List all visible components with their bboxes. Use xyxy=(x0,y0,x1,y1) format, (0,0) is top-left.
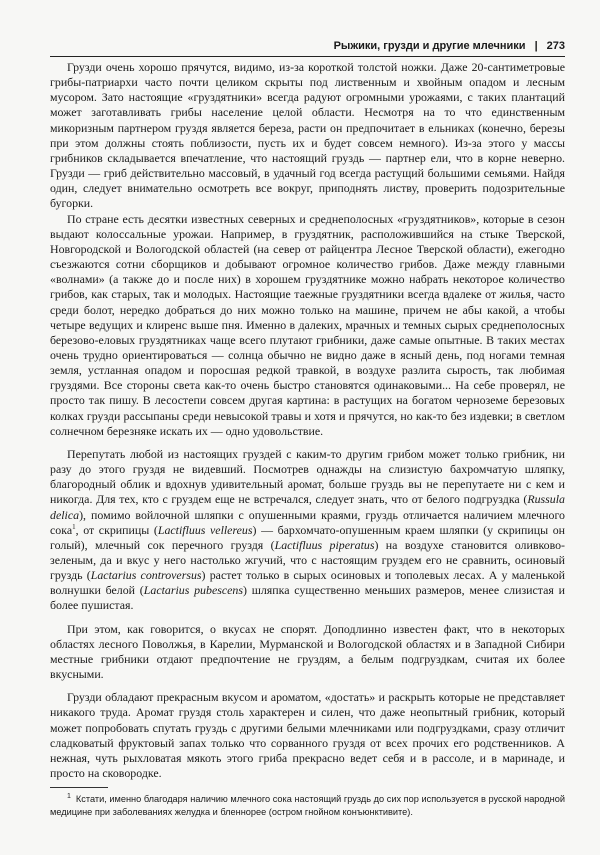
running-header xyxy=(50,32,565,57)
running-title: Рыжики, грузди и другие млечники xyxy=(333,40,526,52)
text-run: По стране есть десятки известных северных и среднеполосных «груздятников», которые в сезон выдают колоссальные урожаи. Например, в груздятник, расположившийся на стыке Тверской, Новгородской и Вологодской областей (на север от райцентра Лесное Тверской области), ежегодно съезжаются сотни сборщиков и добывают огромное количество грибов. Даже между главными «волнами» (а также до и после них) в хорошем груздятнике можно набрать некоторое количество грибов, как старых, так и молодых. Настоящие таежные груздятники всегда вдалеке от жилья, часто среди болот, нередко добраться до них можно только на машине, причем не абы какой, а чтобы четыре ведущих и клиренс выше пня. Именно в далеких, мрачных и темных сырых среднеполосных березово-еловых груздятниках чаще всего плутают грибники, даже самые опытные. В таких местах очень трудно ориентироваться — солнца обычно не видно даже в ясный день, под ногами темная земля, устланная опадом и поросшая редкой травкой, в воздухе разлита сырость, так любимая груздями. Все стороны света как-то очень быстро становятся одинаковыми... На себе проверял, не просто так пишу. В лесостепи совсем другая картина: в растущих на богатом черноземе березовых колках грузди рассыпаны среди невысокой травы и хотя и прячутся, но как-то без издевки; в светлом солнечном березняке искать их — одно удовольствие. xyxy=(50,211,565,438)
text-run: Грузди обладают прекрасным вкусом и ароматом, «достать» и раскрыть которые не представляет никакого труда. Аромат груздя столь характерен и силен, что даже неопытный грибник, который может попробовать спутать груздь с другими белыми млечниками или подгруздками, сразу отличит сладковатый фруктовый запах только что сорванного груздя от всех прочих его родственников. А нежная, чуть рыхловатая мякоть этого гриба прекрасно ведет себя и в рассоле, и в маринаде, и просто на сковородке. xyxy=(50,690,565,781)
footnote-divider xyxy=(50,787,108,788)
text-run: , от скрипицы ( xyxy=(75,522,158,537)
text-run: Перепутать любой из настоящих груздей с каким-то другим грибом может только грибник, ни разу до этого груздя не видевший. Посмотрев однажды на слизистую бахромчатую шляпку, благородный облик и вдохнув удивительный аромат, больше груздь вы не перепутаете ни с кем и никогда. Для тех, кто с груздем еще не встречался, следует знать, что от белого подгруздка ( xyxy=(50,446,565,507)
footnote-reference: 1 xyxy=(72,522,76,531)
body-text xyxy=(50,60,565,781)
paragraph xyxy=(50,60,565,212)
paragraph xyxy=(50,212,565,439)
text-run: ) растет только в сырых осиновых и тополевых лесах. А у маленькой волнушки белой ( xyxy=(50,568,566,598)
text-run: ) — бархомчато-опушенным краем шляпки (у скрипицы он голый), млечный сок перечного груздя ( xyxy=(50,522,566,552)
paragraph xyxy=(50,690,565,781)
latin-name: Lactarius controversus xyxy=(90,568,202,583)
latin-name: Lactifluus piperatus xyxy=(274,537,375,552)
latin-name: Lactarius pubescens xyxy=(143,583,243,598)
footnote-mark: 1 xyxy=(67,792,71,800)
latin-name: Lactifluus vellereus xyxy=(157,522,253,537)
paragraph xyxy=(50,447,565,614)
text-run: При этом, как говорится, о вкусах не спорят. Доподлинно известен факт, что в некоторых областях лесного Поволжья, в Карелии, Мурманской и Вологодской областях и в Западной Сибири местные грибники отдают предпочтение не груздям, а белым подгруздкам, считая их более вкусными. xyxy=(50,621,565,682)
text-run: Грузди очень хорошо прячутся, видимо, из-за короткой толстой ножки. Даже 20-сантиметровые грибы-патриархи часто почти целиком скрыты под лиственным и хвойным опадом и лесным мусором. Зато настоящие «груздятники» всегда радуют огромными урожаями, с таких плантаций может заготавливать грибы население целой области. Несмотря на то что единственным микоризным партнером груздя является береза, расти он предпочитает в ельниках (конечно, березы при этом должны стоять поблизости, пусть их и будет совсем немного). Из-за этого у массы грибников складывается впечатление, что настоящий груздь — партнер ели, что в корне неверно. Грузди — гриб действительно массовый, в удачный год всегда растущий большими семьями. Найдя один, следует внимательно осмотреть все вокруг, приподнять листву, проверить подозрительные бугорки. xyxy=(50,60,565,211)
footnote-text: Кстати, именно благодаря наличию млечного сока настоящий груздь до сих пор используется в русской народной медицине при заболеваниях желудка и бленнорее (остром гнойном конъюнктивите). xyxy=(50,794,565,817)
paragraph xyxy=(50,622,565,683)
latin-name: Russula delica xyxy=(50,492,565,522)
header-separator: | xyxy=(534,40,538,52)
text-run: ) на воздухе становится оливково-зеленым, да и вкус у него настолько жгучий, что с настоящим груздем его не сравнить, осиновый груздь ( xyxy=(50,537,566,583)
footnote xyxy=(50,793,565,818)
text-run: ) шляпка существенно меньших размеров, менее слизистая и более пушистая. xyxy=(50,583,565,613)
text-run: ), помимо войлочной шляпки с опушенными краями, груздь отличается наличием млечного сока xyxy=(50,507,565,537)
page-number: 273 xyxy=(546,40,565,52)
